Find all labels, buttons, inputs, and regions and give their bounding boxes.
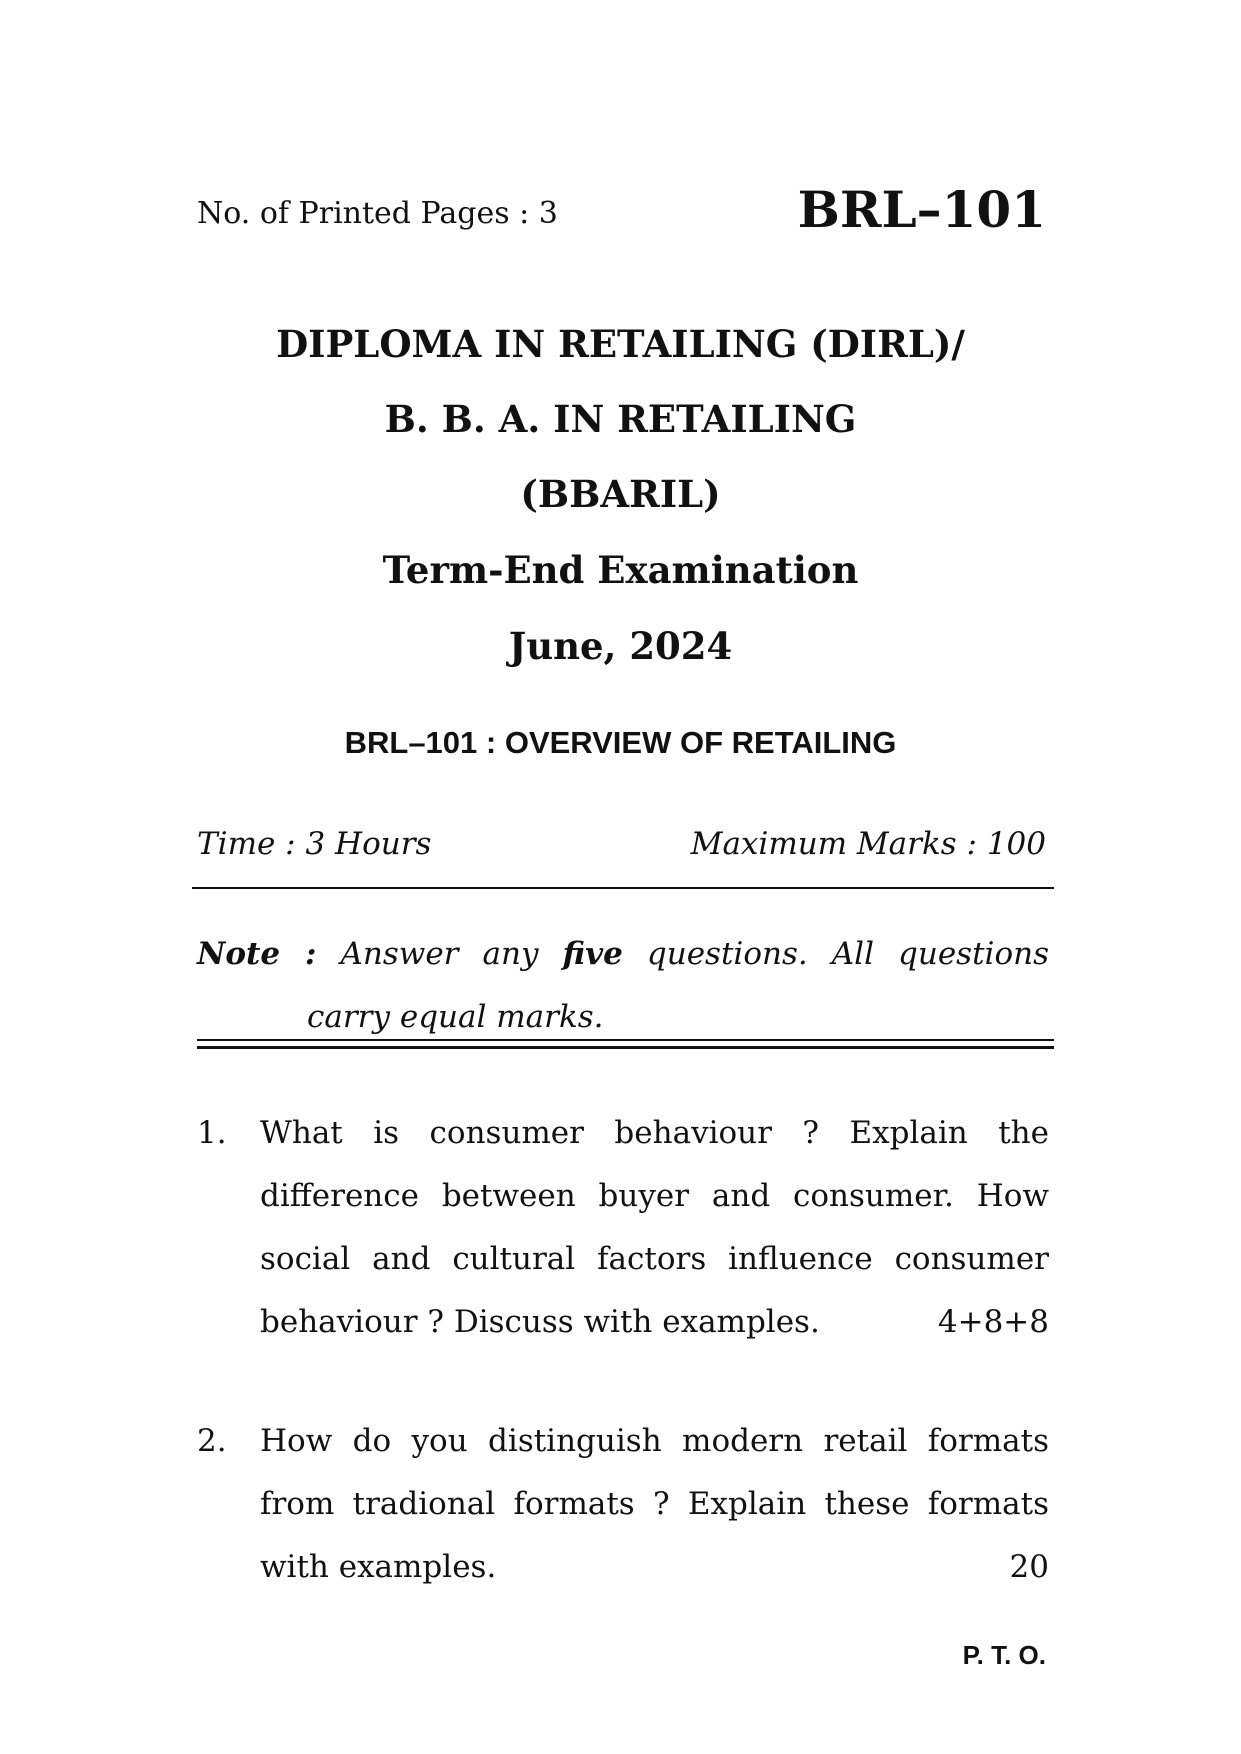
note-line-1 <box>197 923 1049 986</box>
question-text-line: How do you distinguish modern retail formats <box>260 1423 1049 1459</box>
programme-title-line-2: B. B. A. IN RETAILING <box>384 397 857 441</box>
note-word: All <box>831 936 874 972</box>
note-word: any <box>482 936 539 972</box>
question-marks: 20 <box>1009 1549 1049 1585</box>
note-label: Note : <box>197 936 317 972</box>
question-number: 1. <box>197 1115 227 1151</box>
maximum-marks: Maximum Marks : 100 <box>690 826 1046 862</box>
programme-title-line-3: (BBARIL) <box>520 472 721 516</box>
please-turn-over: P. T. O. <box>962 1640 1046 1670</box>
note-word: Answer <box>340 936 459 972</box>
question-number: 2. <box>197 1423 227 1459</box>
exam-time: Time : 3 Hours <box>197 826 432 862</box>
note-line-2: carry equal marks. <box>307 999 604 1035</box>
note-word-emphasis: five <box>562 936 623 972</box>
question-text-line: social and cultural factors influence consumer <box>260 1241 1049 1277</box>
question-text-line: What is consumer behaviour ? Explain the <box>260 1115 1049 1151</box>
divider-rule <box>192 887 1054 889</box>
question-text-line: from tradional formats ? Explain these formats <box>260 1486 1049 1522</box>
note-word: questions <box>898 936 1050 972</box>
paper-code: BRL–101 <box>797 180 1046 239</box>
course-subject-heading: BRL–101 : OVERVIEW OF RETAILING <box>344 725 897 760</box>
question-marks: 4+8+8 <box>937 1304 1049 1340</box>
question-text-line: with examples. <box>260 1549 497 1585</box>
double-divider-rule <box>197 1039 1054 1049</box>
note-word: questions. <box>646 936 808 972</box>
question-text-line: difference between buyer and consumer. How <box>260 1178 1049 1214</box>
programme-title-line-1: DIPLOMA IN RETAILING (DIRL)/ <box>276 322 965 366</box>
printed-pages-count: No. of Printed Pages : 3 <box>197 196 558 231</box>
question-text-line: behaviour ? Discuss with examples. <box>260 1304 820 1340</box>
exam-type-heading: Term-End Examination <box>382 548 859 592</box>
exam-session-heading: June, 2024 <box>508 624 733 668</box>
